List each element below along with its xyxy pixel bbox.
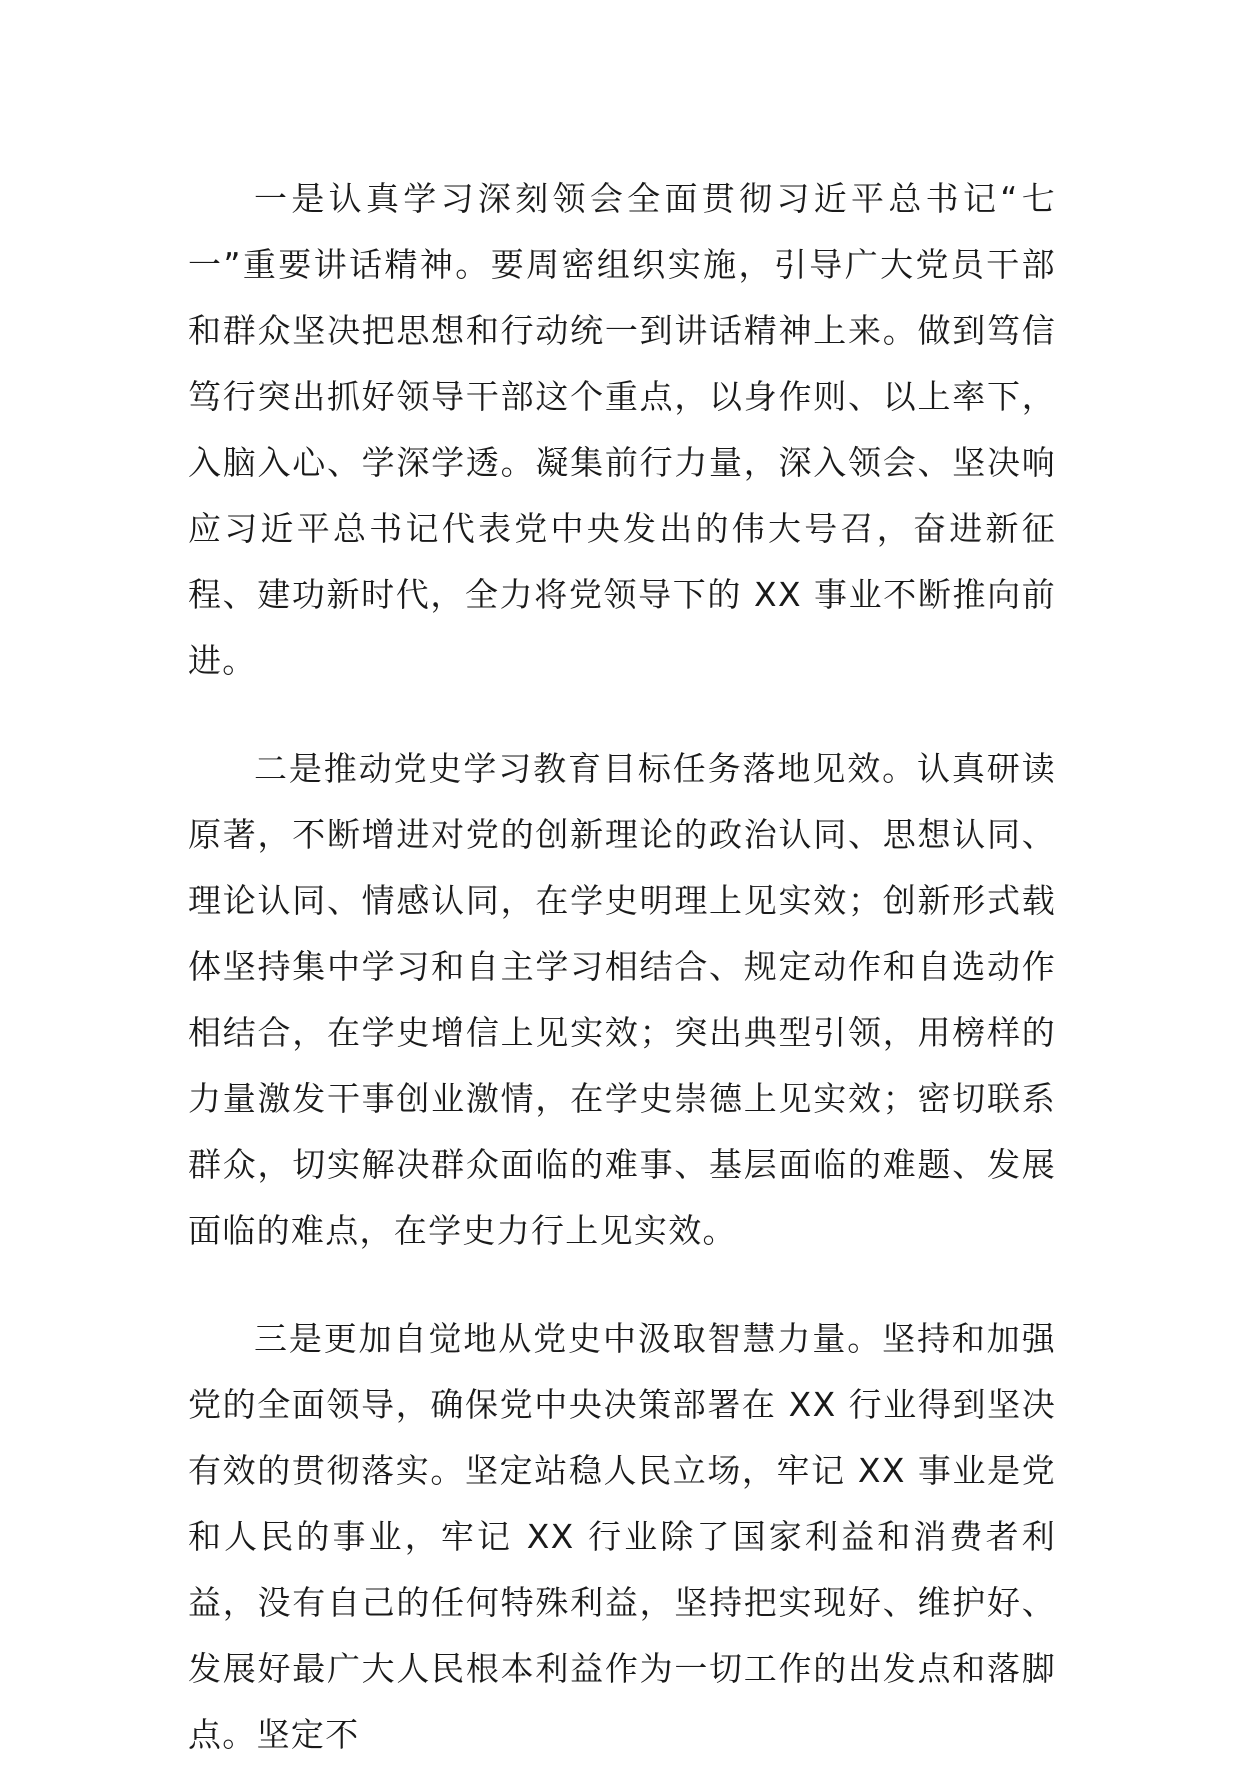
document-body	[188, 166, 1056, 1768]
paragraph-2: 二是推动党史学习教育目标任务落地见效。认真研读原著，不断增进对党的创新理论的政治认同、思想认同、理论认同、情感认同，在学史明理上见实效；创新形式载体坚持集中学习和自主学习相结合、规定动作和自选动作相结合，在学史增信上见实效；突出典型引领，用榜样的力量激发干事创业激情，在学史崇德上见实效；密切联系群众，切实解决群众面临的难事、基层面临的难题、发展面临的难点，在学史力行上见实效。	[188, 749, 1056, 1250]
paragraph-1: 一是认真学习深刻领会全面贯彻习近平总书记“七一”重要讲话精神。要周密组织实施，引导广大党员干部和群众坚决把思想和行动统一到讲话精神上来。做到笃信笃行突出抓好领导干部这个重点，以身作则、以上率下，入脑入心、学深学透。凝集前行力量，深入领会、坚决响应习近平总书记代表党中央发出的伟大号召，奋进新征程、建功新时代，全力将党领导下的 XX 事业不断推向前进。	[188, 179, 1056, 680]
paragraph-3: 三是更加自觉地从党史中汲取智慧力量。坚持和加强党的全面领导，确保党中央决策部署在 XX 行业得到坚决有效的贯彻落实。坚定站稳人民立场，牢记 XX 事业是党和人民的事业，牢记 XX 行业除了国家利益和消费者利益，没有自己的任何特殊利益，坚持把实现好、维护好、发展好最广大人民根本利益作为一切工作的出发点和落脚点。坚定不	[188, 1319, 1056, 1754]
